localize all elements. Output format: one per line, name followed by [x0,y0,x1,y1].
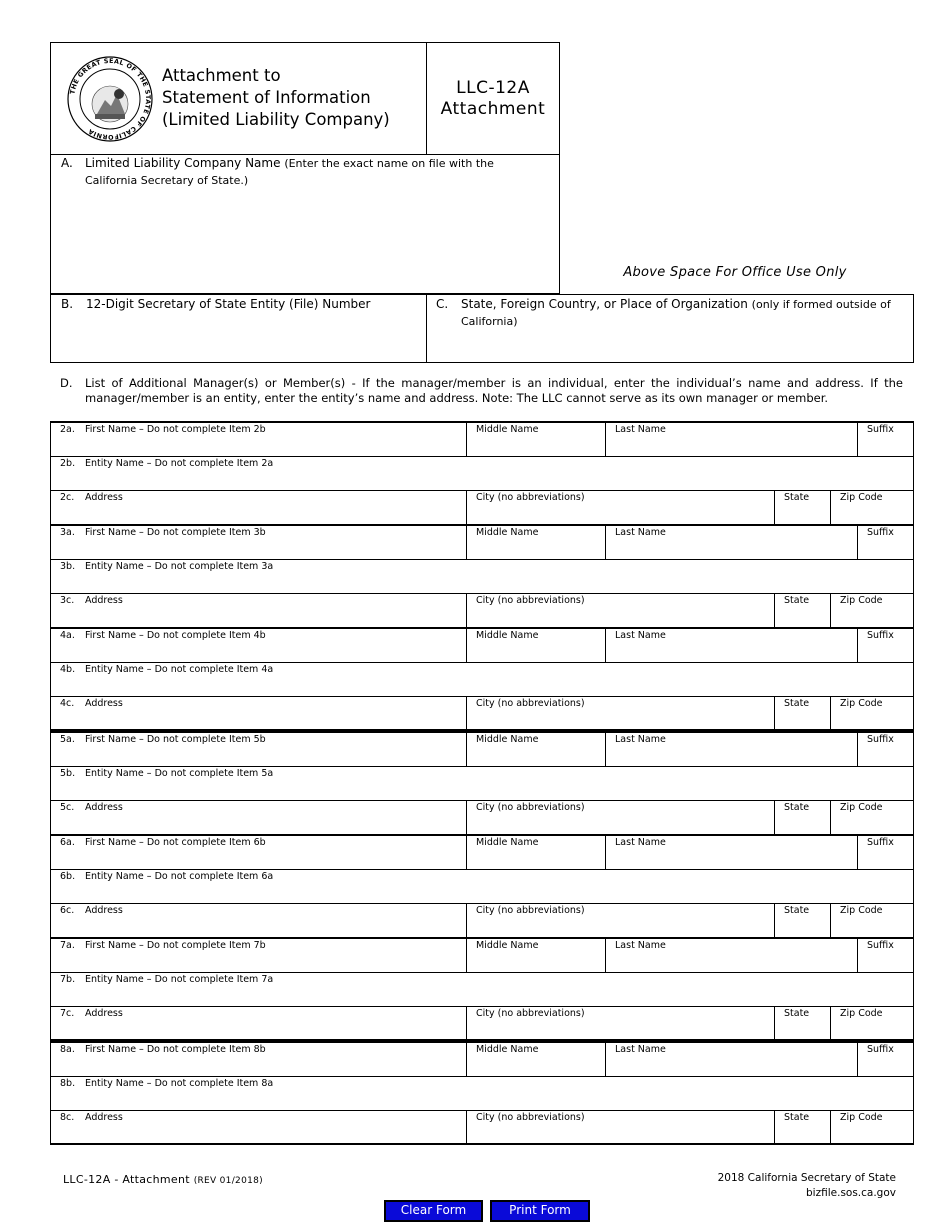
item-index: 4c. [60,698,75,709]
state-label: State [784,802,810,813]
last-name-field[interactable] [605,629,857,662]
state-field[interactable] [774,594,830,627]
footer-revision: (REV 01/2018) [193,1176,263,1186]
clear-form-button[interactable]: Clear Form [384,1200,483,1222]
suffix-field[interactable] [857,526,913,559]
zip-code-field[interactable] [830,1111,913,1144]
address-label: Address [85,802,123,813]
first-name-label: First Name – Do not complete Item 5b [85,734,266,745]
section-b-label: 12-Digit Secretary of State Entity (File) Number [86,297,371,311]
middle-name-field[interactable] [466,423,605,456]
first-name-field[interactable] [51,1043,466,1076]
zip-code-label: Zip Code [840,595,883,606]
address-field[interactable] [51,801,466,834]
item-index: 2b. [60,458,76,469]
item-index: 5c. [60,802,75,813]
state-field[interactable] [774,801,830,834]
entity-name-field[interactable] [51,870,913,903]
first-name-label: First Name – Do not complete Item 6b [85,837,266,848]
item-index: 8b. [60,1078,76,1089]
middle-name-label: Middle Name [476,837,539,848]
member-address-row [50,1007,914,1041]
member-address-row [50,594,914,628]
address-label: Address [85,698,123,709]
member-address-row [50,697,914,731]
member-grid [50,421,914,1145]
entity-name-label: Entity Name – Do not complete Item 3a [85,561,274,572]
first-name-label: First Name – Do not complete Item 2b [85,424,266,435]
state-field[interactable] [774,1007,830,1040]
middle-name-field[interactable] [466,629,605,662]
member-name-row [50,731,914,767]
city-label: City (no abbreviations) [476,698,585,709]
suffix-label: Suffix [867,940,894,951]
header-title-row [51,43,559,155]
address-label: Address [85,1008,123,1019]
middle-name-field[interactable] [466,836,605,869]
middle-name-label: Middle Name [476,527,539,538]
member-entity-row [50,767,914,801]
entity-name-field[interactable] [51,457,913,490]
last-name-field[interactable] [605,1043,857,1076]
item-index: 8c. [60,1112,75,1123]
suffix-field[interactable] [857,836,913,869]
first-name-label: First Name – Do not complete Item 4b [85,630,266,641]
item-index: 6c. [60,905,75,916]
section-c-note: (only if formed outside of California) [461,298,891,328]
section-c-label: State, Foreign Country, or Place of Organization [461,297,748,311]
middle-name-field[interactable] [466,526,605,559]
middle-name-label: Middle Name [476,630,539,641]
middle-name-label: Middle Name [476,734,539,745]
member-entity-row [50,560,914,594]
city-field[interactable] [466,594,774,627]
state-label: State [784,905,810,916]
suffix-label: Suffix [867,837,894,848]
city-field[interactable] [466,1111,774,1144]
city-field[interactable] [466,801,774,834]
footer-copyright [640,1171,896,1201]
zip-code-field[interactable] [830,1007,913,1040]
city-field[interactable] [466,697,774,730]
title-line-1: Attachment to [162,66,281,85]
svg-text:THE GREAT SEAL OF THE STATE OF: THE GREAT SEAL OF THE STATE OF CALIFORNIA [68,56,153,142]
state-field[interactable] [774,697,830,730]
city-label: City (no abbreviations) [476,1112,585,1123]
form-title [162,65,390,131]
first-name-field[interactable] [51,526,466,559]
footer-copyright-text: 2018 California Secretary of State [717,1172,896,1184]
footer-form-code [63,1173,263,1186]
state-label: State [784,1008,810,1019]
suffix-label: Suffix [867,630,894,641]
member-name-row [50,835,914,870]
member-entity-row [50,1077,914,1111]
first-name-label: First Name – Do not complete Item 8b [85,1044,266,1055]
middle-name-field[interactable] [466,939,605,972]
suffix-label: Suffix [867,734,894,745]
middle-name-field[interactable] [466,1043,605,1076]
last-name-label: Last Name [615,734,666,745]
middle-name-label: Middle Name [476,1044,539,1055]
zip-code-field[interactable] [830,904,913,937]
last-name-label: Last Name [615,630,666,641]
first-name-label: First Name – Do not complete Item 3b [85,527,266,538]
suffix-label: Suffix [867,527,894,538]
state-field[interactable] [774,904,830,937]
bc-divider [426,295,427,362]
section-d-text: - If the manager/member is an individual, enter the individual’s name and address. If the manager/member is an entity, enter the entity’s name and address. Note: The LLC cannot serve as its own manager or member. [85,376,903,405]
city-label: City (no abbreviations) [476,905,585,916]
item-index: 3b. [60,561,76,572]
address-field[interactable] [51,1111,466,1144]
state-field[interactable] [774,491,830,524]
section-d [60,376,903,406]
section-a-note: (Enter the exact name on file with the California Secretary of State.) [85,157,494,187]
last-name-label: Last Name [615,837,666,848]
suffix-field[interactable] [857,423,913,456]
zip-code-field[interactable] [830,594,913,627]
zip-code-label: Zip Code [840,492,883,503]
zip-code-label: Zip Code [840,1008,883,1019]
member-address-row [50,1111,914,1145]
address-field[interactable] [51,697,466,730]
last-name-label: Last Name [615,1044,666,1055]
suffix-field[interactable] [857,629,913,662]
item-index: 6a. [60,837,75,848]
address-field[interactable] [51,594,466,627]
item-index: 2a. [60,424,75,435]
member-entity-row [50,870,914,904]
state-label: State [784,595,810,606]
last-name-label: Last Name [615,940,666,951]
address-label: Address [85,492,123,503]
footer-website: bizfile.sos.ca.gov [806,1187,896,1199]
form-code: LLC-12A [456,78,530,98]
city-field[interactable] [466,491,774,524]
middle-name-label: Middle Name [476,940,539,951]
last-name-field[interactable] [605,733,857,766]
zip-code-label: Zip Code [840,905,883,916]
entity-name-field[interactable] [51,663,913,696]
entity-name-label: Entity Name – Do not complete Item 4a [85,664,274,675]
zip-code-field[interactable] [830,491,913,524]
member-entity-row [50,663,914,697]
entity-name-field[interactable] [51,560,913,593]
item-index: 7c. [60,1008,75,1019]
print-form-button[interactable]: Print Form [490,1200,590,1222]
member-name-row [50,938,914,973]
first-name-field[interactable] [51,836,466,869]
item-index: 7b. [60,974,76,985]
first-name-field[interactable] [51,733,466,766]
address-label: Address [85,595,123,606]
zip-code-label: Zip Code [840,1112,883,1123]
form-identifier [427,78,559,120]
first-name-field[interactable] [51,939,466,972]
entity-name-label: Entity Name – Do not complete Item 5a [85,768,274,779]
title-line-2: Statement of Information [162,88,371,107]
item-index: 8a. [60,1044,75,1055]
middle-name-label: Middle Name [476,424,539,435]
address-field[interactable] [51,904,466,937]
title-line-3: (Limited Liability Company) [162,110,390,129]
form-kind: Attachment [440,99,546,119]
city-field[interactable] [466,904,774,937]
office-use-note: Above Space For Office Use Only [623,265,847,280]
section-c-field[interactable] [436,296,906,330]
address-field[interactable] [51,491,466,524]
section-a-label: Limited Liability Company Name [85,156,281,170]
item-index: 6b. [60,871,76,882]
entity-name-field[interactable] [51,1077,913,1110]
city-label: City (no abbreviations) [476,492,585,503]
member-address-row [50,801,914,835]
item-index: 4a. [60,630,75,641]
city-label: City (no abbreviations) [476,802,585,813]
middle-name-field[interactable] [466,733,605,766]
zip-code-field[interactable] [830,801,913,834]
state-label: State [784,1112,810,1123]
entity-name-field[interactable] [51,767,913,800]
state-label: State [784,492,810,503]
california-seal-icon [67,56,153,142]
member-entity-row [50,457,914,491]
last-name-field[interactable] [605,526,857,559]
section-d-index: D. [60,376,73,390]
city-label: City (no abbreviations) [476,595,585,606]
suffix-field[interactable] [857,939,913,972]
member-name-row [50,525,914,560]
section-c-index: C. [436,297,449,311]
entity-name-label: Entity Name – Do not complete Item 8a [85,1078,274,1089]
address-label: Address [85,905,123,916]
member-address-row [50,904,914,938]
section-b-index: B. [61,297,74,311]
section-a-index: A. [61,156,73,170]
zip-code-label: Zip Code [840,698,883,709]
state-field[interactable] [774,1111,830,1144]
last-name-label: Last Name [615,424,666,435]
last-name-label: Last Name [615,527,666,538]
entity-name-label: Entity Name – Do not complete Item 2a [85,458,274,469]
item-index: 4b. [60,664,76,675]
item-index: 2c. [60,492,75,503]
section-bc [50,294,914,363]
item-index: 5a. [60,734,75,745]
section-a[interactable] [61,155,549,189]
city-field[interactable] [466,1007,774,1040]
suffix-field[interactable] [857,1043,913,1076]
entity-name-label: Entity Name – Do not complete Item 6a [85,871,274,882]
address-label: Address [85,1112,123,1123]
suffix-label: Suffix [867,424,894,435]
suffix-label: Suffix [867,1044,894,1055]
entity-name-label: Entity Name – Do not complete Item 7a [85,974,274,985]
first-name-field[interactable] [51,423,466,456]
first-name-label: First Name – Do not complete Item 7b [85,940,266,951]
entity-name-field[interactable] [51,973,913,1006]
suffix-field[interactable] [857,733,913,766]
item-index: 7a. [60,940,75,951]
section-b-field[interactable] [61,296,421,312]
state-label: State [784,698,810,709]
zip-code-label: Zip Code [840,802,883,813]
city-label: City (no abbreviations) [476,1008,585,1019]
last-name-field[interactable] [605,423,857,456]
member-entity-row [50,973,914,1007]
item-index: 5b. [60,768,76,779]
footer-code: LLC-12A - Attachment [63,1173,190,1186]
last-name-field[interactable] [605,836,857,869]
first-name-field[interactable] [51,629,466,662]
section-d-label: List of Additional Manager(s) or Member(s) [85,376,346,390]
item-index: 3c. [60,595,75,606]
member-name-row [50,628,914,663]
last-name-field[interactable] [605,939,857,972]
zip-code-field[interactable] [830,697,913,730]
member-name-row [50,421,914,457]
address-field[interactable] [51,1007,466,1040]
member-name-row [50,1041,914,1077]
item-index: 3a. [60,527,75,538]
form-header [50,42,560,294]
member-address-row [50,491,914,525]
